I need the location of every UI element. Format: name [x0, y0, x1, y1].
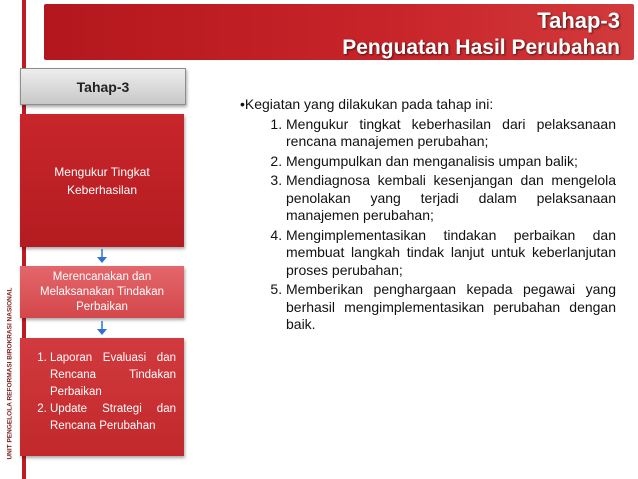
activities-intro: •Kegiatan yang dilakukan pada tahap ini:: [240, 96, 494, 112]
step-box-plan-text: Merencanakan dan Melaksanakan Tindakan Perbaikan: [39, 270, 165, 313]
list-item: 1. Mengukur tingkat keberhasilan dari pelaksanaan rencana manajemen perubahan;: [286, 116, 616, 151]
list-item: 2. Update Strategi dan Rencana Perubahan: [50, 401, 176, 435]
header-banner: [44, 4, 634, 60]
step-box-measure: [20, 114, 184, 247]
step-box-plan: [20, 266, 184, 318]
activities-list: [240, 116, 616, 334]
activities-content: [240, 96, 616, 336]
list-item: 3. Mendiagnosa kembali kesenjangan dan mengelola penolakan yang terjadi dalam pelaksanaan manajemen perubahan;: [286, 172, 616, 225]
arrow-down-icon: [96, 321, 108, 335]
step-box-outputs: [20, 338, 184, 456]
list-item: 5. Memberikan penghargaan kepada pegawai yang berhasil mengimplementasikan perubahan dengan baik.: [286, 281, 616, 334]
slide-title: Tahap-3: [537, 8, 620, 33]
arrow-down-icon: [96, 249, 108, 263]
list-item: 1. Laporan Evaluasi dan Rencana Tindakan Perbaikan: [50, 350, 176, 401]
slide-subtitle: Penguatan Hasil Perubahan: [342, 36, 620, 59]
outputs-list: [28, 350, 176, 435]
step-box-measure-text: Mengukur Tingkat Keberhasilan: [54, 164, 150, 197]
list-item: 2. Mengumpulkan dan menganalisis umpan balik;: [286, 153, 616, 171]
side-organization-label: UNIT PENGELOLA REFORMASI BIROKRASI NASIONAL: [6, 287, 14, 460]
list-item: 4. Mengimplementasikan tindakan perbaikan dan membuat langkah tindak lanjut untuk keberlanjutan proses perubahan;: [286, 227, 616, 280]
stage-label-box: Tahap-3: [20, 68, 186, 105]
